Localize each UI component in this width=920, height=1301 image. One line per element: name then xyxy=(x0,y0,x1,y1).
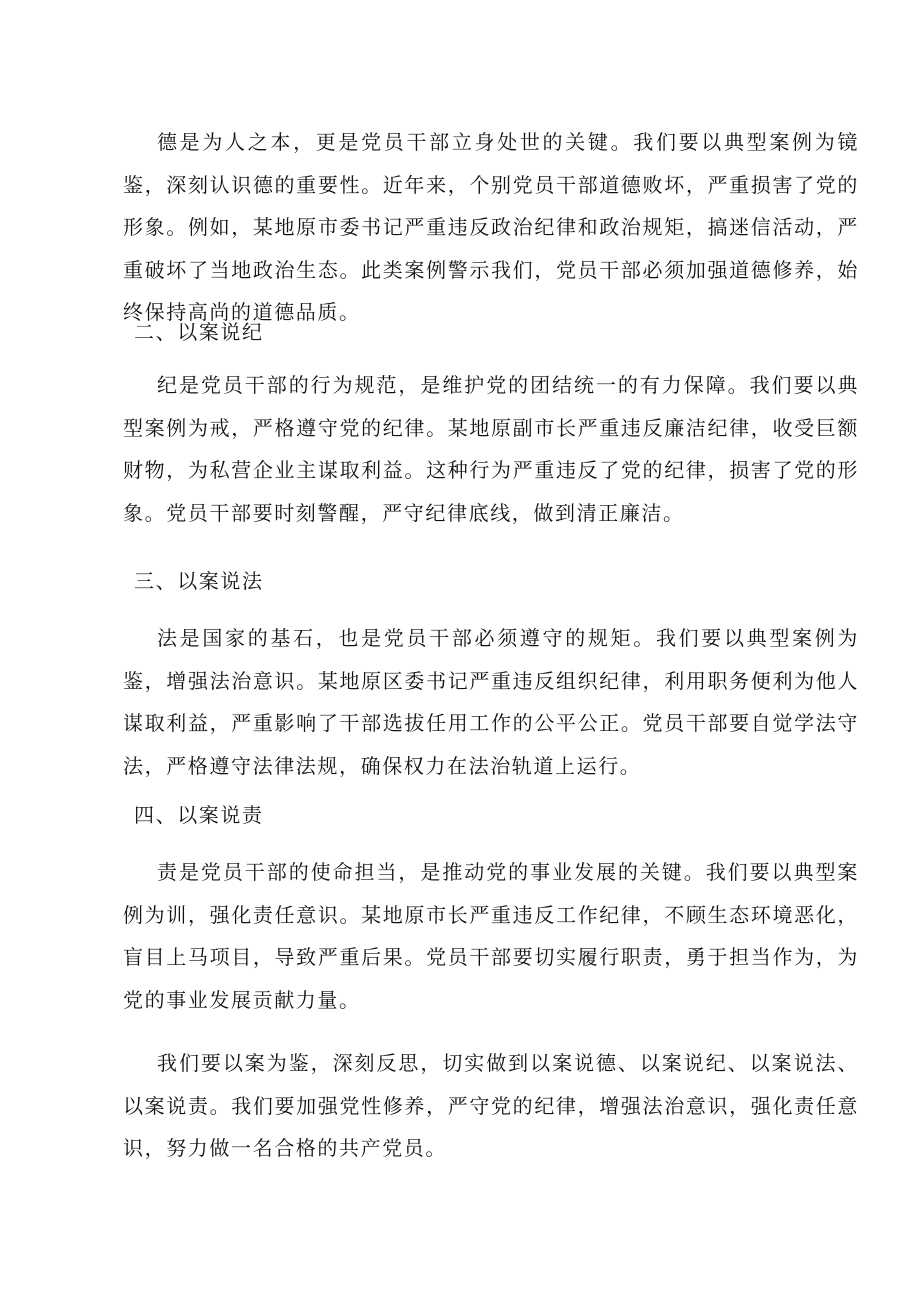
paragraph-conclusion: 我们要以案为鉴，深刻反思，切实做到以案说德、以案说纪、以案说法、以案说责。我们要加强党性修养，严守党的纪律，增强法治意识，强化责任意识，努力做一名合格的共产党员。 xyxy=(123,1051,859,1160)
paragraph-fa: 法是国家的基石，也是党员干部必须遵守的规矩。我们要以典型案例为鉴，增强法治意识。某地原区委书记严重违反组织纪律，利用职务便利为他人谋取利益，严重影响了干部选拔任用工作的公平公正。党员干部要自觉学法守法，严格遵守法律法规，确保权力在法治轨道上运行。 xyxy=(123,626,859,778)
heading-fa: 三、以案说法 xyxy=(134,569,264,593)
paragraph-ze: 责是党员干部的使命担当，是推动党的事业发展的关键。我们要以典型案例为训，强化责任意识。某地原市长严重违反工作纪律，不顾生态环境恶化，盲目上马项目，导致严重后果。党员干部要切实履行职责，勇于担当作为，为党的事业发展贡献力量。 xyxy=(123,860,859,1012)
heading-ji: 二、以案说纪 xyxy=(134,320,264,344)
heading-ze: 四、以案说责 xyxy=(134,803,264,827)
paragraph-ji: 纪是党员干部的行为规范，是维护党的团结统一的有力保障。我们要以典型案例为戒，严格遵守党的纪律。某地原副市长严重违反廉洁纪律，收受巨额财物，为私营企业主谋取利益。这种行为严重违反了党的纪律，损害了党的形象。党员干部要时刻警醒，严守纪律底线，做到清正廉洁。 xyxy=(123,373,859,525)
paragraph-de: 德是为人之本，更是党员干部立身处世的关键。我们要以典型案例为镜鉴，深刻认识德的重要性。近年来，个别党员干部道德败坏，严重损害了党的形象。例如，某地原市委书记严重违反政治纪律和政治规矩，搞迷信活动，严重破坏了当地政治生态。此类案例警示我们，党员干部必须加强道德修养，始终保持高尚的道德品质。 xyxy=(123,130,859,324)
